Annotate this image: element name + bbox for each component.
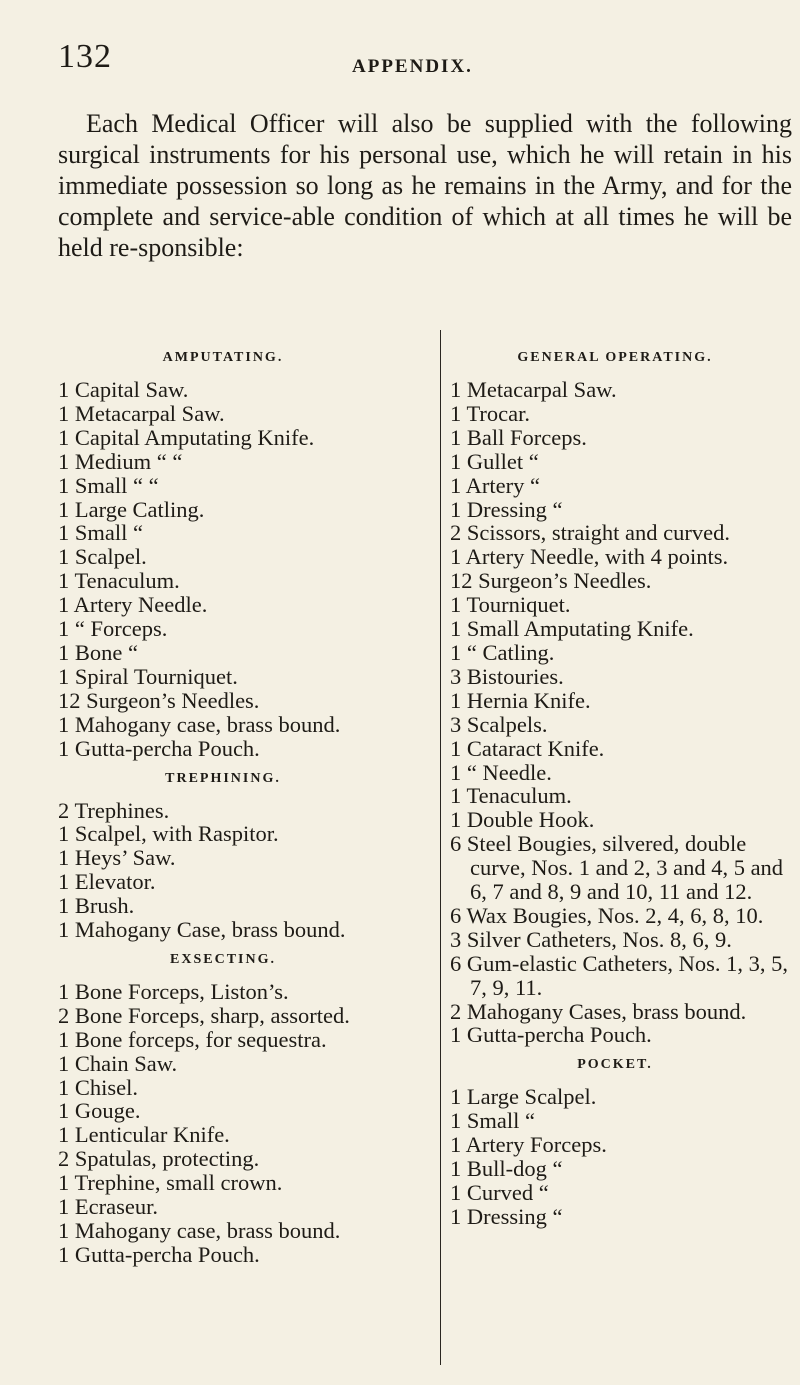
instrument-list-item: 1 Capital Amputating Knife. — [58, 424, 315, 450]
instrument-list-item: 1 Small “ — [58, 520, 143, 546]
instrument-list-item: 1 Small Amputating Knife. — [450, 616, 694, 642]
instrument-list-item: 1 Mahogany Case, brass bound. — [58, 917, 346, 943]
instrument-list-item: 1 Lenticular Knife. — [58, 1122, 230, 1148]
instrument-list-item: 1 Hernia Knife. — [450, 687, 591, 713]
instrument-list-item: 1 Gutta-percha Pouch. — [58, 1241, 260, 1267]
instrument-list-item: 1 Small “ — [450, 1108, 535, 1134]
instrument-list-item: 1 Mahogany case, brass bound. — [58, 711, 341, 737]
intro-paragraph: Each Medical Officer will also be supplied with the following surgical instruments for his personal use, which he will retain in his immediate possession so long as he remains in the Army, and for the complete and service-able condition of which at all times he will be held re-sponsible: — [58, 109, 792, 262]
instrument-list-item: 1 Bone “ — [58, 639, 138, 665]
left-column — [58, 340, 438, 1267]
instrument-list-item: 6 Steel Bougies, silvered, double curve, Nos. 1 and 2, 3 and 4, 5 and 6, 7 and 8, 9 and 10, 11 and 12. — [450, 831, 784, 905]
section-heading: POCKET. — [577, 1057, 653, 1073]
instrument-list-item: 1 Tourniquet. — [450, 592, 571, 618]
instrument-list-item: 1 Heys’ Saw. — [58, 845, 176, 871]
instrument-list-item: 1 Cataract Knife. — [450, 735, 605, 761]
running-head: APPENDIX. — [352, 56, 473, 77]
instrument-list-item: 1 “ Needle. — [450, 759, 552, 785]
instrument-list-item: 2 Mahogany Cases, brass bound. — [450, 998, 747, 1024]
instrument-list-item: 1 Ball Forceps. — [450, 424, 587, 450]
section-heading: TREPHINING. — [165, 770, 281, 786]
column-divider — [440, 330, 441, 1365]
instrument-list-item: 1 Large Scalpel. — [450, 1084, 597, 1110]
instrument-list-item: 1 Artery Needle, with 4 points. — [450, 544, 729, 570]
instrument-list-item: 1 Medium “ “ — [58, 448, 183, 474]
instrument-list-item: 1 Gutta-percha Pouch. — [450, 1022, 652, 1048]
instrument-list-item: 1 Gutta-percha Pouch. — [58, 735, 260, 761]
instrument-list-item: 1 Large Catling. — [58, 496, 205, 522]
instrument-list-item: 1 Chain Saw. — [58, 1050, 178, 1076]
instrument-list-item: 1 Dressing “ — [450, 496, 563, 522]
instrument-list-item: 1 Double Hook. — [450, 807, 595, 833]
instrument-list-item: 3 Bistouries. — [450, 663, 564, 689]
instrument-list-item: 1 Artery Forceps. — [450, 1132, 607, 1158]
section-heading: GENERAL OPERATING. — [517, 350, 713, 365]
instrument-list-item: 1 Chisel. — [58, 1074, 139, 1100]
instrument-list-item: 1 Gullet “ — [450, 448, 539, 474]
instrument-list-item: 1 Bull-dog “ — [450, 1156, 563, 1182]
instrument-list-item: 12 Surgeon’s Needles. — [58, 687, 260, 713]
instrument-list-item: 1 Tenaculum. — [58, 568, 180, 594]
instrument-list-item: 1 Elevator. — [58, 869, 156, 895]
instrument-list-item: 2 Trephines. — [58, 797, 170, 823]
instrument-list-item: 1 Bone Forceps, Liston’s. — [58, 978, 289, 1004]
instrument-list-item: 3 Scalpels. — [450, 711, 548, 737]
instrument-list-item: 1 Scalpel, with Raspitor. — [58, 821, 279, 847]
instrument-list-item: 2 Spatulas, protecting. — [58, 1146, 260, 1172]
instrument-list-item: 1 Tenaculum. — [450, 783, 572, 809]
instrument-list-item: 1 Mahogany case, brass bound. — [58, 1218, 341, 1243]
instrument-list-item: 1 Trocar. — [450, 400, 531, 426]
instrument-list-item: 2 Scissors, straight and curved. — [450, 520, 730, 546]
instrument-list-item: 1 Artery “ — [450, 472, 540, 498]
instrument-list-item: 1 Brush. — [58, 893, 135, 919]
instrument-list-item: 1 Small “ “ — [58, 472, 159, 498]
instrument-list-item: 3 Silver Catheters, Nos. 8, 6, 9. — [450, 926, 732, 952]
instrument-list-item: 1 “ Catling. — [450, 639, 555, 665]
instrument-list-item: 2 Bone Forceps, sharp, assorted. — [58, 1002, 350, 1028]
right-column — [450, 340, 798, 1229]
instrument-list-item: 1 Spiral Tourniquet. — [58, 663, 238, 689]
instrument-list-item: 6 Gum-elastic Catheters, Nos. 1, 3, 5, 7, 9, 11. — [450, 950, 789, 1000]
instrument-list-item: 1 Capital Saw. — [58, 377, 189, 402]
instrument-list-item: 12 Surgeon’s Needles. — [450, 568, 652, 594]
instrument-list-item: 1 Artery Needle. — [58, 592, 208, 618]
instrument-list-item: 1 Metacarpal Saw. — [58, 400, 225, 426]
instrument-list-item: 1 Gouge. — [58, 1098, 141, 1124]
section-heading: AMPUTATING. — [162, 350, 284, 365]
section-heading: EXSECTING. — [170, 951, 276, 967]
instrument-list-item: 1 “ Forceps. — [58, 616, 168, 642]
instrument-list-item: 1 Ecraseur. — [58, 1194, 158, 1220]
instrument-list-item: 1 Dressing “ — [450, 1203, 563, 1229]
instrument-list-item: 1 Scalpel. — [58, 544, 147, 570]
page-number: 132 — [58, 38, 112, 75]
instrument-list-item: 1 Bone forceps, for sequestra. — [58, 1026, 327, 1052]
instrument-list-item: 1 Curved “ — [450, 1180, 549, 1205]
instrument-list-item: 6 Wax Bougies, Nos. 2, 4, 6, 8, 10. — [450, 902, 764, 928]
instrument-list-item: 1 Metacarpal Saw. — [450, 377, 617, 402]
instrument-list-item: 1 Trephine, small crown. — [58, 1170, 283, 1196]
